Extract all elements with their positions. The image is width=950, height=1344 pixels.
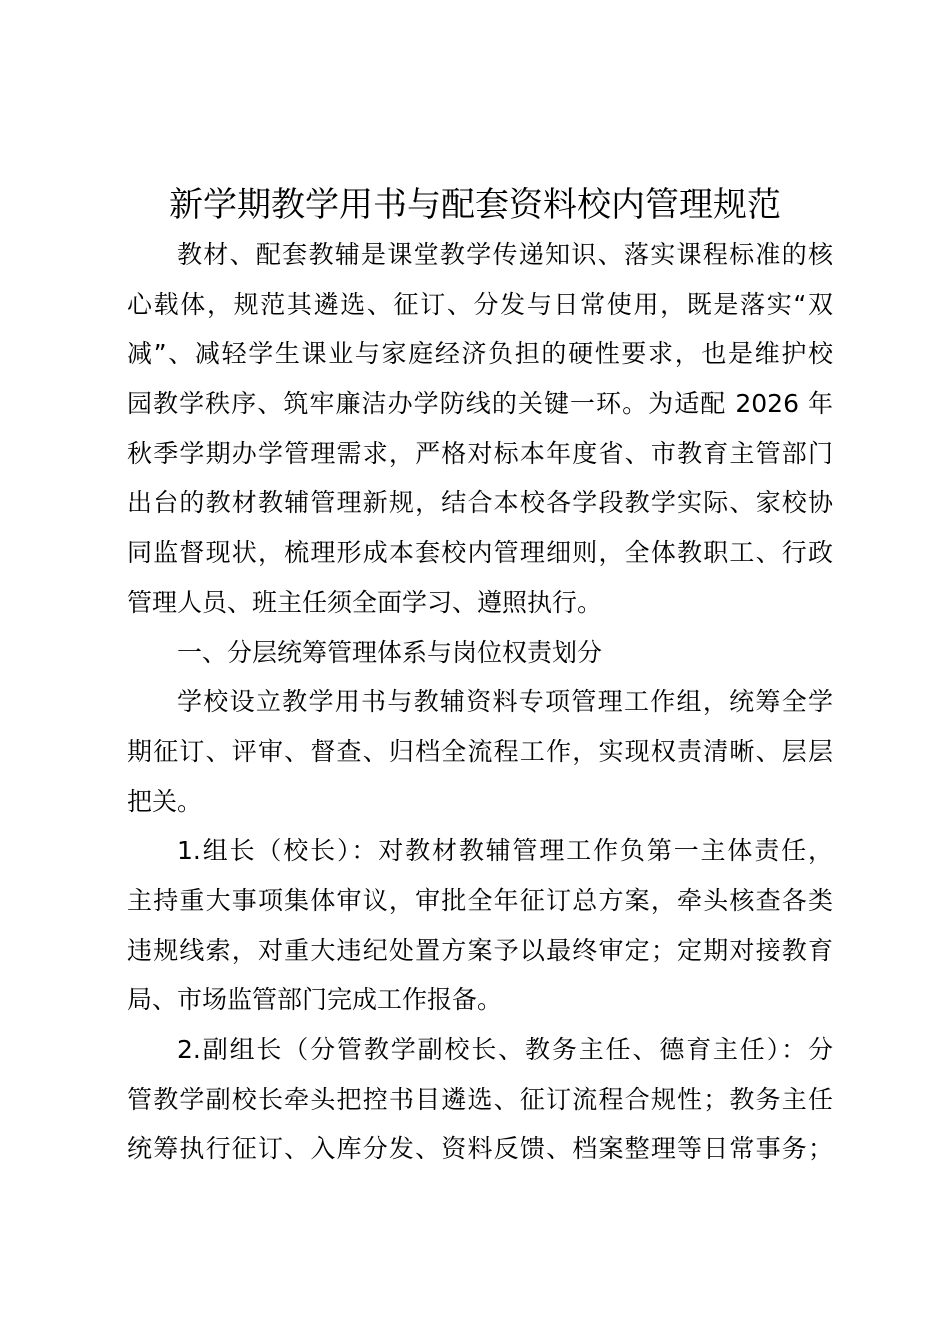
text-line: 同监督现状，梳理形成本套校内管理细则，全体教职工、行政 bbox=[127, 538, 833, 568]
text-line: 园教学秩序、筑牢廉洁办学防线的关键一环。为适配 2026 年 bbox=[127, 389, 833, 419]
text-line: 出台的教材教辅管理新规，结合本校各学段教学实际、家校协 bbox=[127, 488, 833, 518]
text-line: 统筹执行征订、入库分发、资料反馈、档案整理等日常事务； bbox=[127, 1134, 833, 1164]
text-line: 教材、配套教辅是课堂教学传递知识、落实课程标准的核 bbox=[177, 240, 833, 269]
document-title: 新学期教学用书与配套资料校内管理规范 bbox=[169, 185, 781, 225]
text-line: 1.组长（校长）：对教材教辅管理工作负第一主体责任， bbox=[177, 836, 833, 866]
text-line: 局、市场监管部门完成工作报备。 bbox=[127, 985, 503, 1015]
document-body bbox=[127, 230, 833, 1174]
text-line: 管教学副校长牵头把控书目遴选、征订流程合规性；教务主任 bbox=[127, 1084, 833, 1114]
text-line: 减”、减轻学生课业与家庭经济负担的硬性要求，也是维护校 bbox=[127, 339, 833, 369]
text-line: 学校设立教学用书与教辅资料专项管理工作组，统筹全学 bbox=[177, 687, 833, 717]
text-line: 一、分层统筹管理体系与岗位权责划分 bbox=[177, 637, 603, 667]
text-line: 秋季学期办学管理需求，严格对标本年度省、市教育主管部门 bbox=[127, 438, 833, 468]
text-line: 期征订、评审、督查、归档全流程工作，实现权责清晰、层层 bbox=[127, 736, 833, 766]
text-line: 2.副组长（分管教学副校长、教务主任、德育主任）：分 bbox=[177, 1035, 833, 1064]
text-line: 把关。 bbox=[127, 786, 203, 816]
text-line: 违规线索，对重大违纪处置方案予以最终审定；定期对接教育 bbox=[127, 935, 833, 965]
text-line: 主持重大事项集体审议，审批全年征订总方案，牵头核查各类 bbox=[127, 885, 833, 915]
text-line: 心载体，规范其遴选、征订、分发与日常使用，既是落实“双 bbox=[127, 289, 833, 319]
text-line: 管理人员、班主任须全面学习、遵照执行。 bbox=[127, 587, 603, 617]
